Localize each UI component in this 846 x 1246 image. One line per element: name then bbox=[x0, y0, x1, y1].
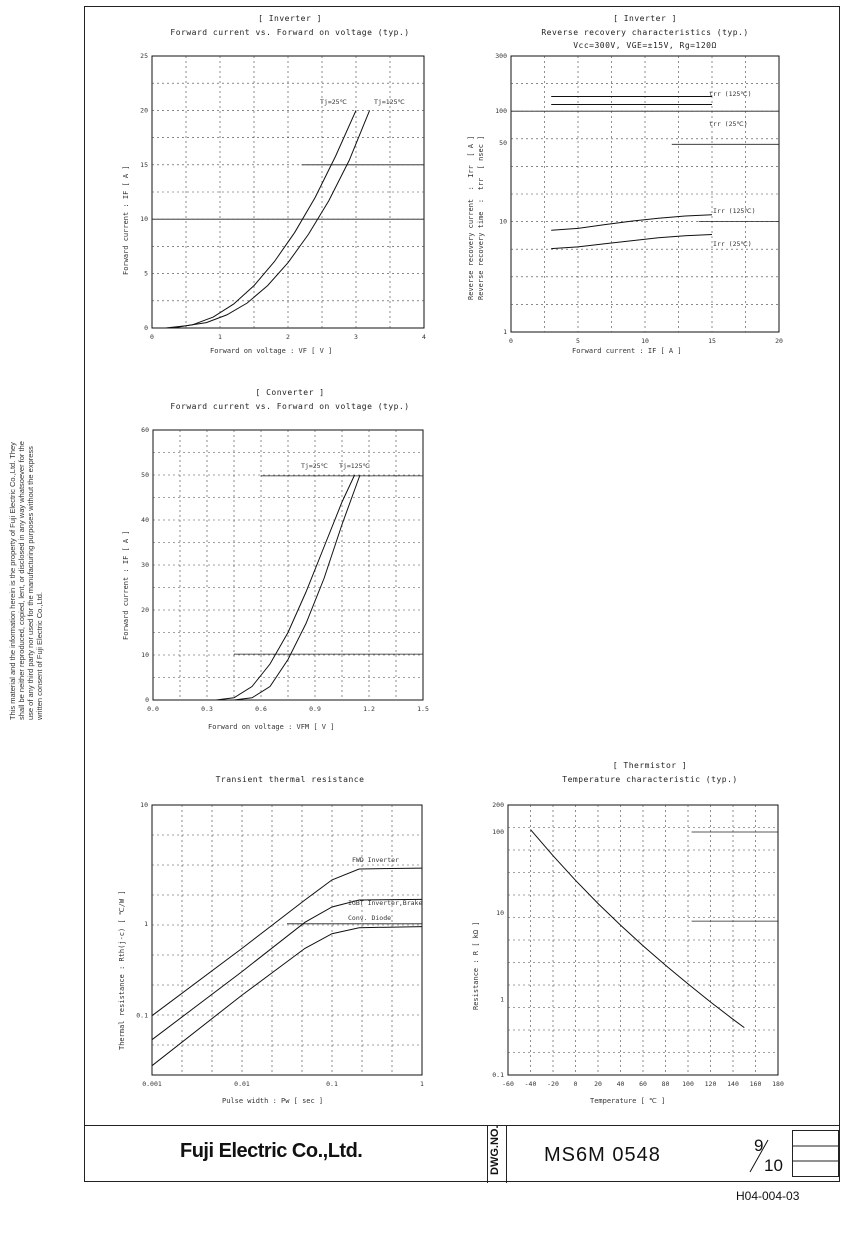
x-tick-label: 0.001 bbox=[142, 1080, 162, 1088]
series-label: Tj=25℃ bbox=[301, 462, 328, 470]
page-total: 10 bbox=[764, 1156, 783, 1175]
chart3-title: [ Converter ] bbox=[255, 388, 325, 397]
chart3-ylabel: Forward current : IF [ A ] bbox=[122, 530, 130, 640]
series-label: Tj=25℃ bbox=[320, 98, 347, 106]
company-name: Fuji Electric Co.,Ltd. bbox=[180, 1140, 363, 1162]
chart2-subtitle: Reverse recovery characteristics (typ.) bbox=[541, 28, 749, 37]
x-tick-label: 0 bbox=[573, 1080, 578, 1088]
x-tick-label: 15 bbox=[708, 337, 716, 345]
x-tick-label: 2 bbox=[286, 333, 290, 341]
x-tick-label: 0.3 bbox=[201, 705, 213, 713]
chart2-ylabel: Reverse recovery current : Irr [ A ] Reverse recovery time : trr [ nsec ] bbox=[467, 135, 485, 300]
x-tick-label: 1 bbox=[420, 1080, 424, 1088]
x-tick-label: 20 bbox=[775, 337, 783, 345]
y-tick-label: 20 bbox=[141, 606, 149, 614]
y-tick-label: 1 bbox=[500, 995, 504, 1004]
y-tick-label: 25 bbox=[140, 52, 148, 60]
x-tick-label: 20 bbox=[594, 1080, 602, 1088]
grid-lines bbox=[152, 56, 424, 328]
grid-lines bbox=[508, 805, 778, 1075]
series-label: FWD Inverter bbox=[352, 856, 399, 864]
chart1-subtitle: Forward current vs. Forward on voltage (typ.) bbox=[170, 28, 410, 37]
chart5-plot bbox=[492, 801, 784, 1088]
x-tick-label: 0.1 bbox=[326, 1080, 338, 1088]
y-tick-label: 1 bbox=[144, 919, 148, 928]
confidentiality-note: This material and the information herein is the property of Fuji Electric Co.,Ltd. They shall be neither reproduced, copied, lent, or disclosed in any way whatsoever for the use of any third party nor used for the manufacturing purposes without the express written consent of Fuji Electric Co.,Ltd. bbox=[8, 441, 44, 720]
y-tick-label: 0 bbox=[145, 696, 149, 704]
chart4-title: Transient thermal resistance bbox=[215, 775, 365, 784]
chart4-ylabel: Thermal resistance : Rth(j-c) [ ℃/W ] bbox=[118, 890, 126, 1050]
x-tick-label: 160 bbox=[749, 1080, 762, 1088]
y-tick-label: 50 bbox=[141, 471, 149, 479]
chart4-plot bbox=[136, 801, 424, 1088]
series-line-0 bbox=[152, 868, 422, 1016]
y-tick-label: 5 bbox=[144, 269, 148, 278]
x-tick-label: 0 bbox=[150, 333, 154, 341]
chart1-xlabel: Forward on voltage : VF [ V ] bbox=[210, 347, 333, 355]
y-tick-label: 0.1 bbox=[136, 1011, 148, 1020]
chart2-condition: Vcc=300V, VGE=±15V, Rg=120Ω bbox=[573, 41, 717, 50]
revision-box bbox=[792, 1130, 840, 1178]
series-label: trr (125℃) bbox=[709, 90, 752, 98]
chart5-ylabel: Resistance : R [ kΩ ] bbox=[472, 921, 480, 1010]
chart3-xlabel: Forward on voltage : VFM [ V ] bbox=[208, 723, 335, 731]
y-tick-label: 10 bbox=[141, 651, 149, 659]
x-tick-label: 1 bbox=[218, 333, 222, 341]
x-tick-label: -20 bbox=[547, 1080, 559, 1088]
series-label: Conv. Diode bbox=[348, 914, 392, 922]
chart2-plot bbox=[495, 52, 783, 345]
series-label: IGBT Inverter,Brake bbox=[348, 899, 423, 907]
y-tick-label: 20 bbox=[140, 106, 148, 115]
x-tick-label: -40 bbox=[524, 1080, 537, 1088]
y-tick-label: 10 bbox=[140, 215, 148, 224]
y-tick-label: 200 bbox=[492, 801, 504, 809]
y-tick-label: 0.1 bbox=[492, 1071, 504, 1079]
chart2-xlabel: Forward current : IF [ A ] bbox=[572, 347, 682, 355]
x-tick-label: 80 bbox=[661, 1080, 670, 1088]
x-tick-label: 4 bbox=[422, 333, 426, 341]
x-tick-label: 0.0 bbox=[147, 705, 159, 713]
x-tick-label: 0 bbox=[509, 337, 513, 345]
y-tick-label: 100 bbox=[492, 828, 504, 836]
y-minor-tick-label: 50 bbox=[499, 139, 507, 147]
chart5-xlabel: Temperature [ ℃ ] bbox=[590, 1097, 666, 1105]
y-tick-label: 10 bbox=[140, 801, 148, 809]
series-line-3 bbox=[551, 235, 712, 249]
chart1-ylabel: Forward current : IF [ A ] bbox=[122, 165, 130, 275]
series-line-0 bbox=[234, 475, 360, 700]
drawing-number: MS6M 0548 bbox=[544, 1144, 661, 1166]
y-tick-label: 100 bbox=[495, 107, 507, 116]
x-tick-label: 0.01 bbox=[234, 1080, 250, 1088]
y-tick-label: 60 bbox=[141, 426, 149, 434]
x-tick-label: 0.9 bbox=[309, 705, 321, 713]
y-tick-label: 30 bbox=[141, 561, 149, 569]
series-label: Irr (25℃) bbox=[713, 240, 752, 248]
x-tick-label: 10 bbox=[641, 337, 649, 345]
y-tick-label: 1 bbox=[503, 328, 507, 336]
y-tick-label: 300 bbox=[495, 52, 507, 60]
dwg-label-box bbox=[487, 1126, 507, 1183]
x-tick-label: 1.2 bbox=[363, 705, 375, 713]
page-number: 9 bbox=[754, 1136, 764, 1155]
title-block bbox=[84, 1125, 840, 1183]
x-tick-label: 40 bbox=[616, 1080, 625, 1088]
chart1-plot bbox=[140, 52, 426, 341]
chart1-title: [ Inverter ] bbox=[258, 14, 322, 23]
x-tick-label: 5 bbox=[576, 337, 580, 345]
y-tick-label: 0 bbox=[144, 324, 148, 332]
page-indicator bbox=[734, 1134, 794, 1179]
x-tick-label: 1.5 bbox=[417, 705, 429, 713]
y-tick-label: 40 bbox=[141, 516, 149, 524]
chart5-subtitle: Temperature characteristic (typ.) bbox=[562, 775, 738, 784]
x-tick-label: 0.6 bbox=[255, 705, 267, 713]
major-grid bbox=[692, 832, 778, 921]
x-tick-label: 3 bbox=[354, 333, 358, 341]
chart4-xlabel: Pulse width : Pw [ sec ] bbox=[222, 1097, 324, 1105]
y-tick-label: 15 bbox=[140, 160, 148, 169]
x-tick-label: 180 bbox=[772, 1080, 784, 1088]
chart2-title: [ Inverter ] bbox=[613, 14, 677, 23]
x-tick-label: -60 bbox=[502, 1080, 514, 1088]
x-tick-label: 100 bbox=[682, 1080, 694, 1088]
series-label: trr (25℃) bbox=[709, 120, 748, 128]
series-label: Tj=125℃ bbox=[374, 98, 405, 106]
dwg-label: DWG.NO. bbox=[489, 1125, 501, 1175]
x-tick-label: 140 bbox=[727, 1080, 739, 1088]
y-tick-label: 10 bbox=[499, 217, 507, 226]
chart3-plot bbox=[141, 426, 429, 713]
y-tick-label: 10 bbox=[496, 909, 504, 917]
series-label: Irr (125℃) bbox=[713, 207, 756, 215]
chart5-title: [ Thermistor ] bbox=[612, 761, 688, 770]
chart3-subtitle: Forward current vs. Forward on voltage (typ.) bbox=[170, 402, 410, 411]
series-line-2 bbox=[551, 215, 712, 231]
series-label: Tj=125℃ bbox=[339, 462, 370, 470]
document-code: H04-004-03 bbox=[736, 1189, 800, 1203]
x-tick-label: 60 bbox=[639, 1080, 647, 1088]
series-line-0 bbox=[531, 830, 745, 1028]
x-tick-label: 120 bbox=[704, 1080, 717, 1088]
